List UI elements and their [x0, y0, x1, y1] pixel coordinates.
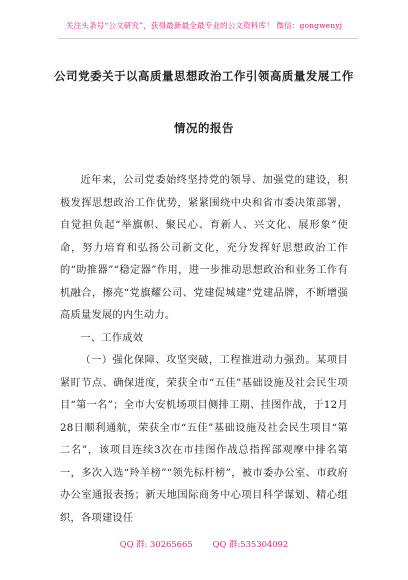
footer-qq-groups	[0, 538, 408, 550]
header-notice: 关注头条号“公文研究”，获得最新最全最专业的公文资料库！ 微信：gongwenyj	[65, 21, 343, 30]
document-title-line-1: 公司党委关于以高质量思想政治工作引领高质量发展工作	[54, 69, 354, 83]
body-paragraph-intro: 近年来，公司党委始终坚持党的领导、加强党的建设，积极发挥思想政治工作优势，紧紧围绕中央和省市委决策部署，自觉担负起“举旗帜、聚民心、育新人、兴文化、展形象”使命，努力培育和弘扬公司新文化，充分发挥好思想政治工作的“助推器”“稳定器”作用，进一步推动思想政治和业务工作有机融合，擦亮“党旗耀公司、党建促城建”党建品牌，不断增强高质量发展的内生动力。	[60, 175, 348, 321]
header-divider	[58, 38, 358, 39]
document-title-line-2: 情况的报告	[174, 121, 234, 135]
footer-qq-group-right: QQ 群:535304092	[212, 539, 289, 549]
body-paragraph-subsection-1: （一）强化保障、攻坚突破，工程推进动力强劲。某项目紧盯节点、确保进度，荣获全市“五佳”基础设施及社会民生项目“第一名”；全市大安机场项目侧排工期、挂图作战，于12月28日顺利通航，荣获全市“五佳”基础设施及社会民生项目“第二名”，该项目连续3次在市挂图作战总指挥部观摩中排名第一，多次入选“羚羊榜”“领先标杆榜”，被市委办公室、市政府办公室通报表扬；新天地国际商务中心项目科学谋划、精心组织，各项建设任	[60, 355, 348, 524]
section-heading-work-results: 一、工作成效	[80, 332, 144, 344]
document-body	[60, 170, 348, 530]
footer-qq-group-left: QQ 群: 30265665	[119, 539, 193, 549]
